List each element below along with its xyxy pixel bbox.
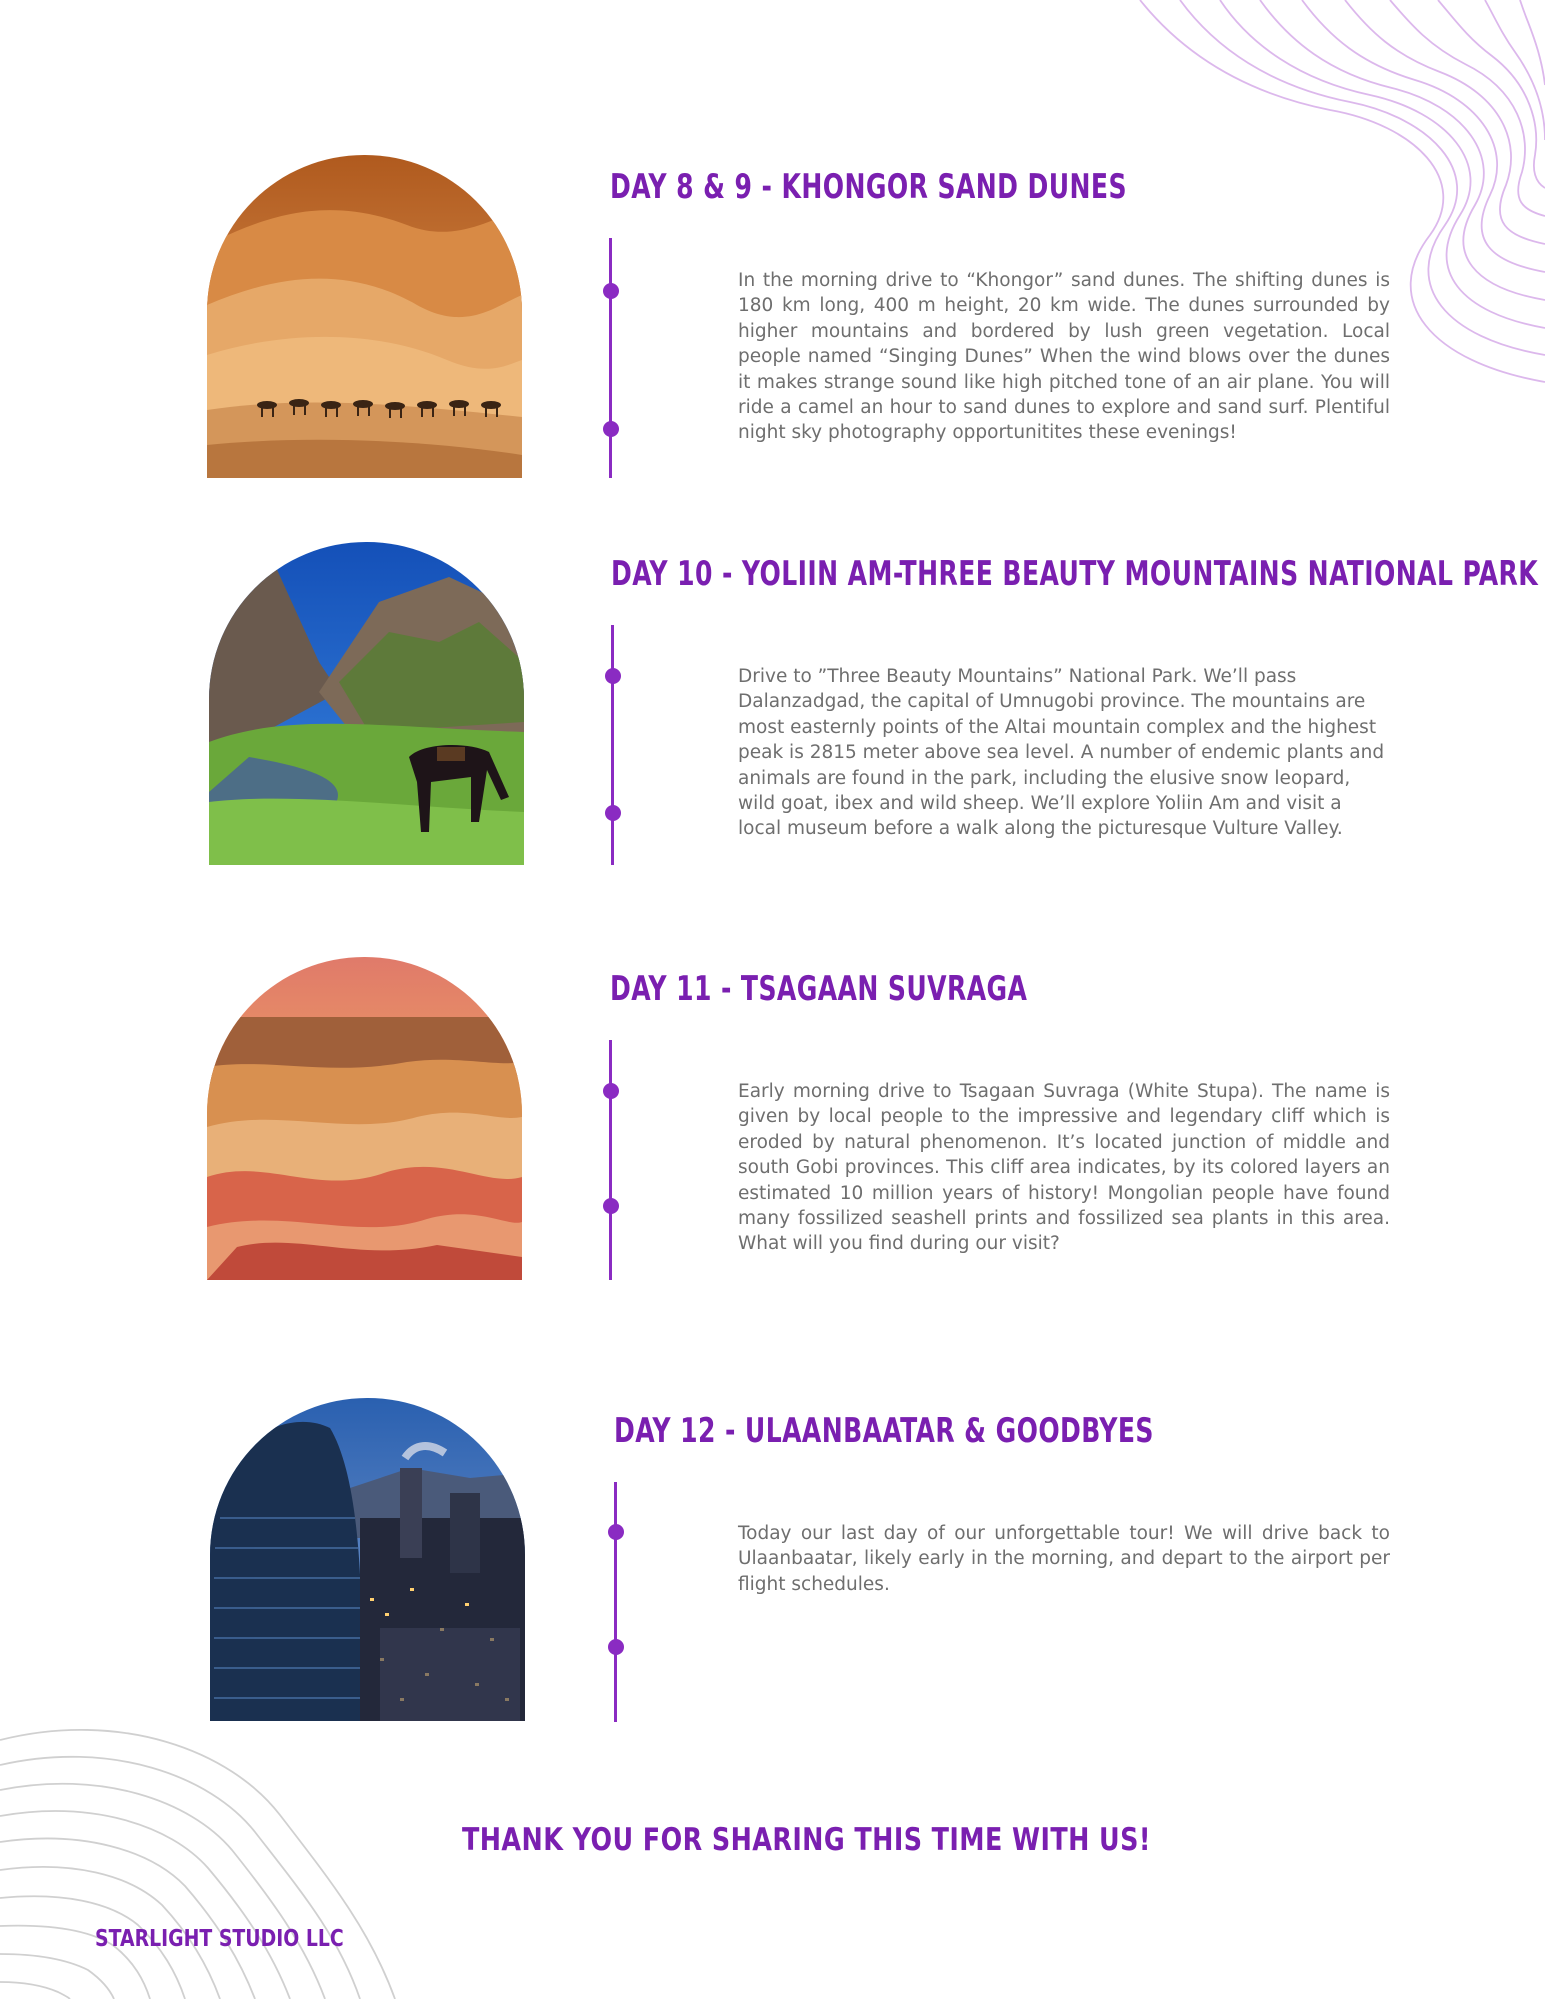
day-8-9-timeline-line bbox=[609, 238, 612, 478]
eroded-cliffs-image bbox=[207, 957, 522, 1280]
day-12-title: DAY 12 - ULAANBAATAR & GOODBYES bbox=[614, 1411, 1154, 1451]
day-10-timeline-line bbox=[611, 625, 614, 865]
topographic-lines-bottom-left bbox=[0, 1720, 415, 1999]
day-12-photo bbox=[210, 1398, 525, 1721]
brand-name: STARLIGHT STUDIO LLC bbox=[95, 1926, 344, 1952]
day-8-9-photo bbox=[207, 155, 522, 478]
day-10-timeline-dot-top bbox=[605, 668, 621, 684]
day-8-9-title: DAY 8 & 9 - KHONGOR SAND DUNES bbox=[610, 167, 1127, 207]
day-8-9-timeline-dot-bottom bbox=[603, 421, 619, 437]
day-11-title: DAY 11 - TSAGAAN SUVRAGA bbox=[610, 969, 1028, 1009]
day-12-timeline-dot-top bbox=[608, 1524, 624, 1540]
day-11-timeline-dot-bottom bbox=[603, 1198, 619, 1214]
city-at-dusk-image bbox=[210, 1398, 525, 1721]
day-12-description: Today our last day of our unforgettable tour! We will drive back to Ulaanbaatar, likely early in the morning, and depart to the airport per flight schedules. bbox=[738, 1523, 1390, 1595]
day-8-9-description: In the morning drive to “Khongor” sand dunes. The shifting dunes is 180 km long, 400 m height, 20 km wide. The dunes surrounded by higher mountains and bordered by lush green vegetation. Local people named “Singing Dunes” When the wind blows over the dunes it makes strange sound like high pitched tone of an air plane. You will ride a camel an hour to sand dunes to explore and sand surf. Plentiful night sky photography opportunitites these evenings! bbox=[738, 270, 1390, 444]
day-8-9-timeline-dot-top bbox=[603, 283, 619, 299]
desert-dunes-image bbox=[207, 155, 522, 478]
day-10-timeline-dot-bottom bbox=[605, 805, 621, 821]
day-11-photo bbox=[207, 957, 522, 1280]
closing-message: THANK YOU FOR SHARING THIS TIME WITH US! bbox=[462, 1822, 1151, 1858]
day-10-description: Drive to ”Three Beauty Mountains” National Park. We’ll pass Dalanzadgad, the capital of Umnugobi province. The mountains are most easternly points of the Altai mountain complex and the highest peak is 2815 meter above sea level. A number of endemic plants and animals are found in the park, including the elusive snow leopard, wild goat, ibex and wild sheep. We’ll explore Yoliin Am and visit a local museum before a walk along the picturesque Vulture Valley. bbox=[738, 666, 1385, 840]
day-10-title: DAY 10 - YOLIIN AM-THREE BEAUTY MOUNTAINS NATIONAL PARK bbox=[611, 554, 1539, 594]
day-11-timeline-dot-top bbox=[603, 1083, 619, 1099]
day-12-timeline-line bbox=[614, 1482, 617, 1722]
day-11-timeline-line bbox=[609, 1040, 612, 1280]
day-10-photo bbox=[209, 542, 524, 865]
mountain-valley-horse-image bbox=[209, 542, 524, 865]
day-12-timeline-dot-bottom bbox=[608, 1639, 624, 1655]
day-11-description: Early morning drive to Tsagaan Suvraga (White Stupa). The name is given by local people to the impressive and legendary cliff which is eroded by natural phenomenon. It’s located junction of middle and south Gobi provinces. This cliff area indicates, by its colored layers an estimated 10 million years of history! Mongolian people have found many fossilized seashell prints and fossilized sea plants in this area. What will you find during our visit? bbox=[738, 1081, 1390, 1255]
